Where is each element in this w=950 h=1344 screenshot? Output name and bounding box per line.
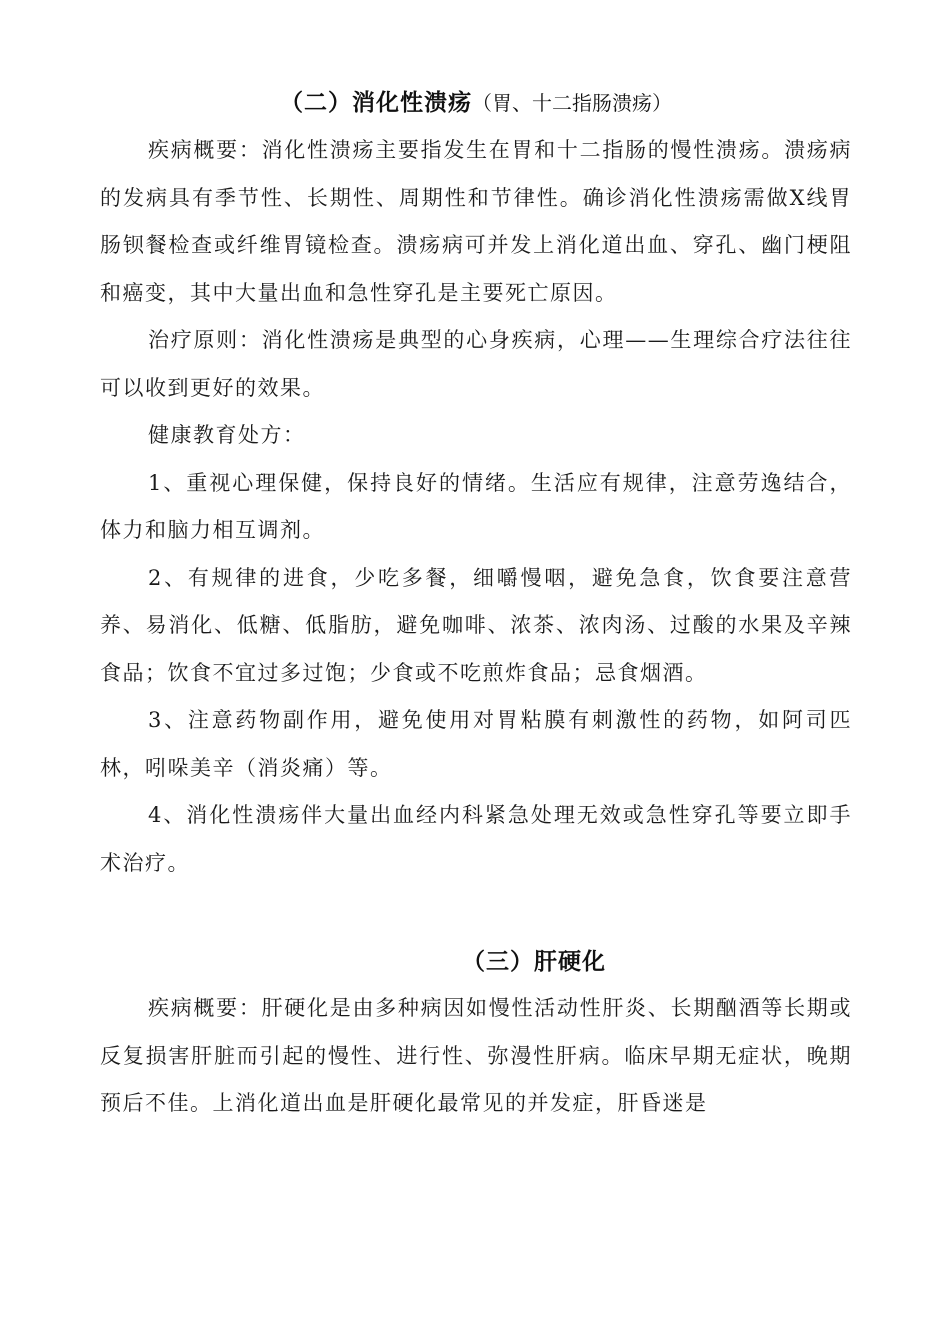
section-title-peptic-ulcer: [100, 80, 852, 126]
section-spacer: [100, 887, 852, 939]
paragraph-prescription-item-2: 2、有规律的进食，少吃多餐，细嚼慢咽，避免急食，饮食要注意营养、易消化、低糖、低脂肪，避免咖啡、浓茶、浓肉汤、过酸的水果及辛辣食品；饮食不宜过多过饱；少食或不吃煎炸食品；忌食烟酒。: [100, 565, 852, 685]
document-body: [100, 80, 852, 1128]
paragraph-treatment-principle: 治疗原则：消化性溃疡是典型的心身疾病，心理——生理综合疗法往往可以收到更好的效果。: [100, 328, 852, 400]
section-peptic-ulcer: [100, 127, 852, 887]
section-title-main: （二）消化性溃疡: [280, 90, 472, 116]
section-title-main: （三）肝硬化: [462, 949, 606, 975]
section-title-subtitle: （胃、十二指肠溃疡）: [472, 91, 672, 115]
paragraph-prescription-item-3: 3、注意药物副作用，避免使用对胃粘膜有刺激性的药物，如阿司匹林，吲哚美辛（消炎痛）等。: [100, 708, 852, 780]
paragraph-prescription-item-4: 4、消化性溃疡伴大量出血经内科紧急处理无效或急性穿孔等要立即手术治疗。: [100, 803, 852, 875]
section-title-cirrhosis: [100, 939, 852, 985]
paragraph-disease-overview: 疾病概要：肝硬化是由多种病因如慢性活动性肝炎、长期酗酒等长期或反复损害肝脏而引起的慢性、进行性、弥漫性肝病。临床早期无症状，晚期预后不佳。上消化道出血是肝硬化最常见的并发症，肝昏迷是: [100, 996, 852, 1115]
paragraph-prescription-item-1: 1、重视心理保健，保持良好的情绪。生活应有规律，注意劳逸结合，体力和脑力相互调剂。: [100, 470, 852, 542]
section-cirrhosis: [100, 985, 852, 1128]
paragraph-disease-overview: 疾病概要：消化性溃疡主要指发生在胃和十二指肠的慢性溃疡。溃疡病的发病具有季节性、长期性、周期性和节律性。确诊消化性溃疡需做X线胃肠钡餐检查或纤维胃镜检查。溃疡病可并发上消化道出血、穿孔、幽门梗阻和癌变，其中大量出血和急性穿孔是主要死亡原因。: [100, 138, 852, 305]
paragraph-health-prescription-heading: 健康教育处方：: [148, 423, 306, 447]
